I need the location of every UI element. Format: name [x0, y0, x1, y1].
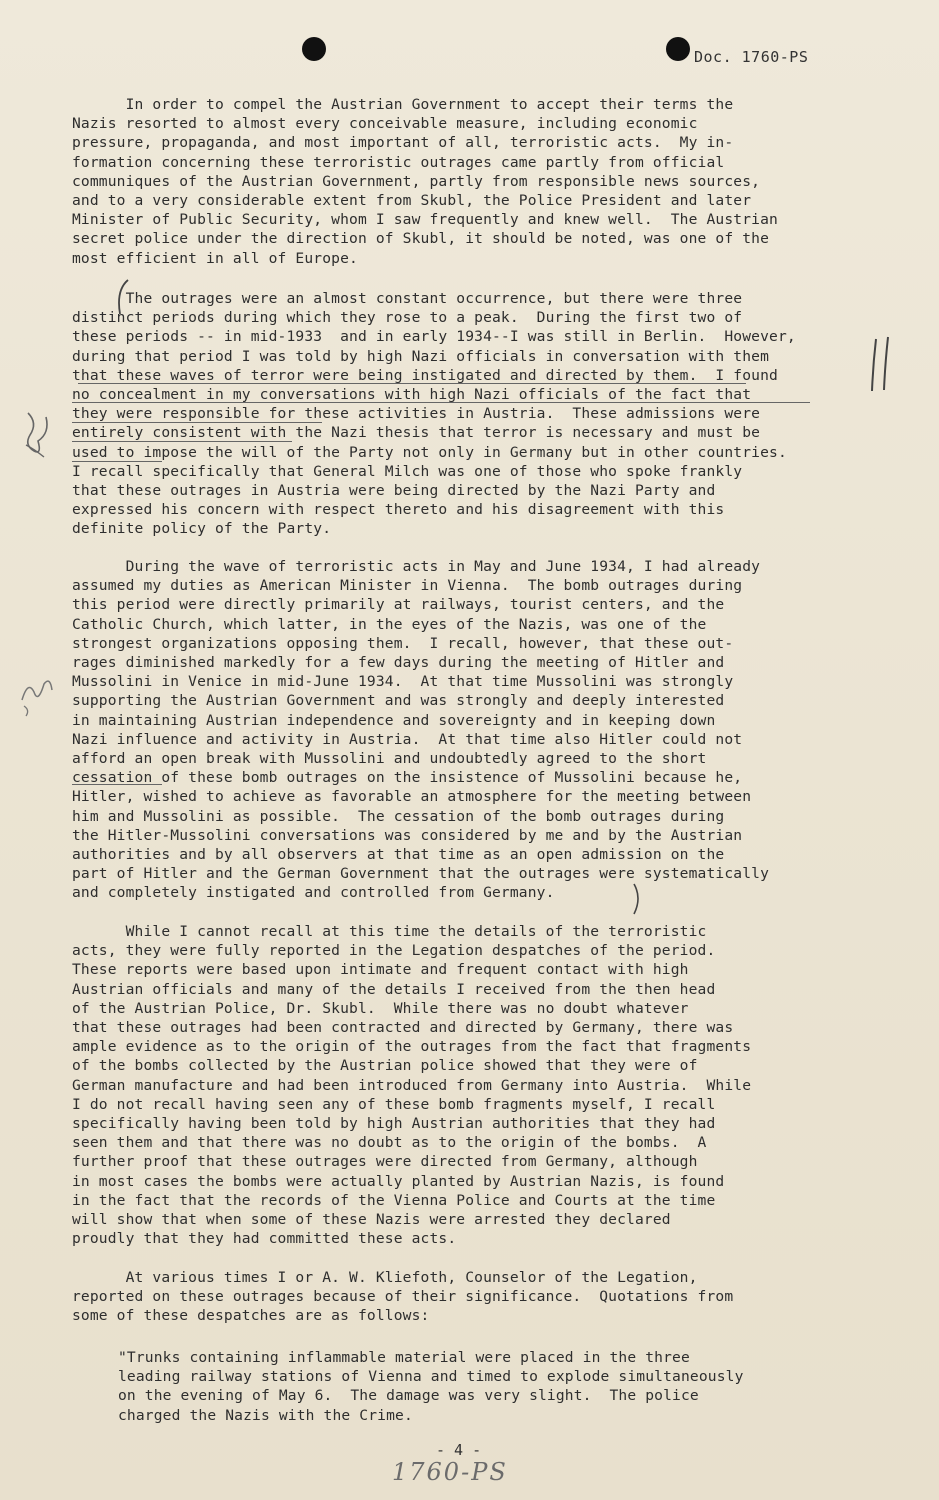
block-quote: "Trunks containing inflammable material were placed in the three leading railway stations of Vienna and timed to explode simultaneously on the evening of May 6. The damage was very slight. The police charged the Nazis with the Crime.: [118, 1349, 744, 1424]
paragraph: In order to compel the Austrian Government to accept their terms the Nazis resorted to almost every conceivable measure, including economic pressure, propaganda, and most important of all, terroristic acts. My in- formation concerning these terroristic outrages came partly from official communiques of the Austrian Government, partly from responsible news sources, and to a very considerable extent from Skubl, the Police President and later Minister of Public Security, whom I saw frequently and knew well. The Austrian secret police under the direction of Skubl, it should be noted, was one of the most efficient in all of Europe.: [72, 96, 778, 267]
pencil-underline: [72, 441, 292, 442]
paragraph-bracket-mark: [628, 882, 648, 918]
handwritten-margin-annotation: [20, 405, 60, 465]
handwritten-document-reference: 1760-PS: [392, 1458, 508, 1486]
punch-hole: [302, 37, 326, 61]
page-number: - 4 -: [436, 1441, 482, 1459]
pencil-underline: [72, 784, 162, 785]
pencil-underline: [72, 402, 810, 403]
paragraph: While I cannot recall at this time the details of the terroristic acts, they were fully reported in the Legation despatches of the period. These reports were based upon intimate and frequent contact with high Austrian officials and many of the details I received from the then head of the Austrian Police, Dr. Skubl. While there was no doubt whatever that these outrages had been contracted and directed by Germany, there was ample evidence as to the origin of the outrages from the fact that fragments of the bombs collected by the Austrian police showed that they were of German manufacture and had been introduced from Germany into Austria. While I do not recall having seen any of these bomb fragments myself, I recall specifically having been told by high Austrian authorities that they had seen them and that there was no doubt as to the origin of the bombs. A further proof that these outrages were directed from Germany, although in most cases the bombs were actually planted by Austrian Nazis, is found in the fact that the records of the Vienna Police and Courts at the time will show that when some of these Nazis were arrested they declared proudly that they had committed these acts.: [72, 923, 752, 1248]
paragraph-bracket-mark: [112, 278, 132, 318]
punch-hole: [666, 37, 690, 61]
pencil-underline: [72, 461, 162, 462]
double-line-margin-mark: [868, 335, 896, 395]
document-number: Doc. 1760-PS: [694, 48, 809, 66]
paragraph: During the wave of terroristic acts in May and June 1934, I had already assumed my duties as American Minister in Vienna. The bomb outrages during this period were directly primarily at railways, tourist centers, and the Catholic Church, which latter, in the eyes of the Nazis, was one of the strongest organizations opposing them. I recall, however, that these out- rages diminished markedly for a few days during the meeting of Hitler and Mussolini in Venice in mid-June 1934. At that time Mussolini was strongly supporting the Austrian Government and was strongly and deeply interested in maintaining Austrian independence and sovereignty and in keeping down Nazi influence and activity in Austria. At that time also Hitler could not afford an open break with Mussolini and undoubtedly agreed to the short cessation of these bomb outrages on the insistence of Mussolini because he, Hitler, wished to achieve as favorable an atmosphere for the meeting between him and Mussolini as possible. The cessation of the bomb outrages during the Hitler-Mussolini conversations was considered by me and by the Austrian authorities and by all observers at that time as an open admission on the part of Hitler and the German Government that the outrages were systematically and completely instigated and controlled from Germany.: [72, 558, 770, 902]
paragraph: The outrages were an almost constant occurrence, but there were three distinct periods during which they rose to a peak. During the first two of these periods -- in mid-1933 and in early 1934--I was still in Berlin. However, during that period I was told by high Nazi officials in conversation with them that these waves of terror were being instigated and directed by them. I found no concealment in my conversations with high Nazi officials of the fact that they were responsible for these activities in Austria. These admissions were entirely consistent with the Nazi thesis that terror is necessary and must be used to impose the will of the Party not only in Germany but in other countries. I recall specifically that General Milch was one of those who spoke frankly that these outrages in Austria were being directed by the Nazi Party and expressed his concern with respect thereto and his disagreement with this definite policy of the Party.: [72, 290, 796, 538]
pencil-underline: [78, 383, 746, 384]
paragraph: At various times I or A. W. Kliefoth, Counselor of the Legation, reported on these outrages because of their significance. Quotations from some of these despatches are as follows:: [72, 1269, 734, 1325]
handwritten-margin-annotation: [14, 670, 58, 720]
pencil-underline: [72, 422, 322, 423]
